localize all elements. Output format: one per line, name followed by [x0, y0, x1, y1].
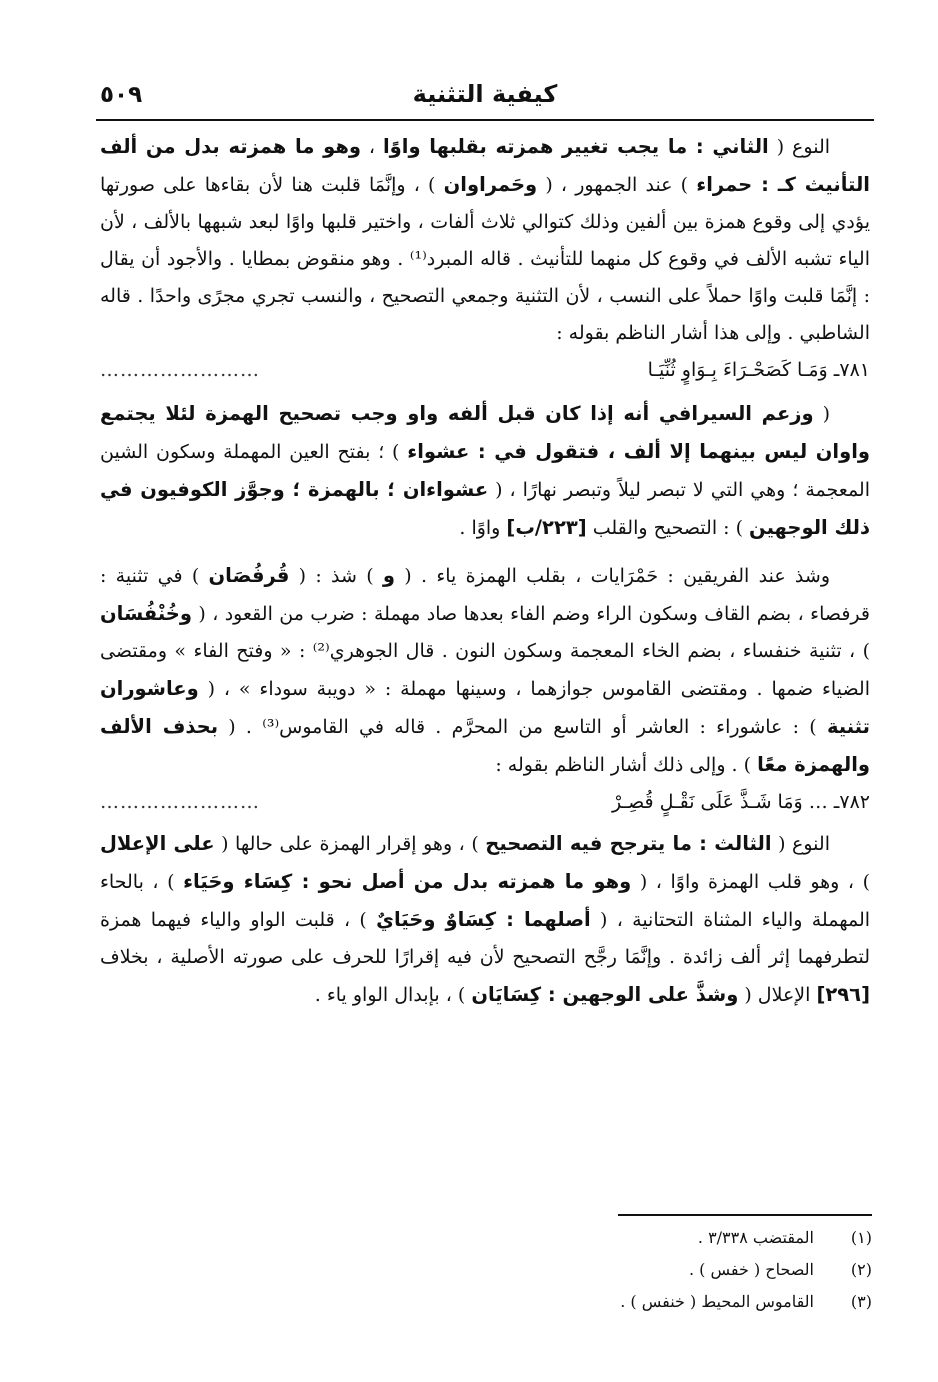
- verse-781-content: [648, 352, 870, 389]
- commentary-text: ) : التصحيح والقلب: [586, 517, 750, 539]
- paragraph-1: [100, 128, 870, 352]
- bold-matn-text: [٢٢٣/ب]: [506, 516, 587, 539]
- commentary-text: ) ؛ بفتح العين المهملة وسكون الشين المعجمة ؛ وهي التي لا تبصر ليلاً وتبصر نهارًا ، (: [100, 441, 870, 501]
- footnote-number: (١): [850, 1228, 872, 1247]
- bold-matn-text: وشذَّ على الوجهين : كِسَايَان: [471, 983, 739, 1006]
- bold-matn-text: وهو ما همزته بدل من ألف التأنيث كـ : حمراء: [100, 135, 870, 196]
- commentary-text: ) ، بالحاء المهملة والياء المثناة التحتانية ، (: [100, 871, 871, 931]
- verse-number: ٧٨٢ـ: [833, 791, 870, 813]
- commentary-text: ) عند الجمهور ، (: [537, 174, 697, 196]
- bold-matn-text: وهو ما همزته بدل من أصل نحو : كِسَاء وحَيَاء: [183, 870, 632, 893]
- running-title: كيفية التثنية: [412, 80, 558, 108]
- footnote-text: الصحاح ( خفس ) .: [688, 1260, 814, 1279]
- commentary-text: الإعلال (: [738, 984, 817, 1006]
- bold-matn-text: وعاشوران تثنية: [100, 677, 870, 738]
- paragraph-4: [100, 825, 870, 1014]
- commentary-text: ) ، تثنية خنفساء ، بضم الخاء المعجمة وسكون النون . قال الجوهري⁽²⁾ : « وفتح الفاء » ومقتضى الضياء ضمها . ومقتضى القاموس جوازهما ، وسينها مهملة : « دويبة سوداء » ، (: [100, 640, 870, 700]
- bold-matn-text: على الإعلال: [100, 832, 215, 855]
- bold-matn-text: أصلهما : كِسَاوٌ وحَيَايٌ: [376, 908, 591, 931]
- footnotes: [312, 1222, 872, 1318]
- verse-text: … وَمَا شَـذَّ عَلَى نَقْـلٍ قُصِـرْ: [612, 791, 828, 813]
- bold-matn-text: الثاني : ما يجب تغيير همزته بقلبها واوًا: [383, 135, 769, 158]
- footnote-3: [312, 1286, 872, 1318]
- footnote-1: [312, 1222, 872, 1254]
- commentary-text: النوع (: [771, 833, 830, 855]
- commentary-text: النوع (: [768, 136, 831, 158]
- verse-782: [100, 784, 870, 821]
- verse-782-content: [612, 784, 870, 821]
- verse-text: وَمَـا كَصَحْـرَاءَ بِـوَاوٍ ثُنِّيَـا: [647, 359, 828, 381]
- footnote-text: المقتضب ٣/٣٣٨ .: [697, 1228, 814, 1247]
- commentary-text: ،: [360, 136, 383, 158]
- commentary-text: ) : عاشوراء : العاشر أو التاسع من المحرَّم . قاله في القاموس⁽³⁾ . (: [218, 716, 827, 738]
- bold-matn-text: وحَمراوان: [443, 173, 538, 196]
- paragraph-2: [100, 395, 870, 547]
- footnote-number: (٢): [850, 1260, 872, 1279]
- footnote-rule: [618, 1214, 872, 1216]
- main-text: [100, 128, 870, 1014]
- footnote-text: القاموس المحيط ( خنفس ) .: [620, 1292, 814, 1311]
- bold-matn-text: [٢٩٦]: [816, 983, 870, 1006]
- bold-matn-text: الثالث : ما يترجح فيه التصحيح: [485, 832, 772, 855]
- footnote-number: (٣): [850, 1292, 872, 1311]
- commentary-text: ) . وإلى ذلك أشار الناظم بقوله :: [495, 754, 758, 776]
- bold-matn-text: عشواءان ؛ بالهمزة ؛ وجوَّز الكوفيون في ذلك الوجهين: [100, 478, 870, 539]
- paragraph-3: [100, 557, 870, 784]
- commentary-text: ) ، بإبدال الواو ياء .: [314, 984, 472, 1006]
- commentary-text: ) في تثنية : قرفصاء ، بضم القاف وسكون الراء وضم الفاء بعدها صاد مهملة : ضرب من القعود ، (: [100, 565, 870, 625]
- verse-ellipsis: ……………………: [100, 791, 260, 813]
- commentary-text: ) ، وهو قلب الهمزة واوًا ، (: [631, 871, 870, 893]
- header-rule: [96, 119, 874, 121]
- page-header: [96, 80, 874, 116]
- verse-number: ٧٨١ـ: [833, 359, 870, 381]
- commentary-text: ) ، وهو إقرار الهمزة على حالها (: [214, 833, 486, 855]
- commentary-text: وشذ عند الفريقين : حَمْرَايات ، بقلب الهمزة ياء . (: [395, 565, 830, 587]
- page-number: ٥٠٩: [100, 82, 143, 108]
- commentary-text: ) ، وإنَّمَا قلبت هنا لأن بقاءها على صورتها يؤدي إلى وقوع همزة بين ألفين وذلك كتوالي ثلاث ألفات ، واختير قلبها واوًا لبعد شبهها بالألف ، لأن الياء تشبه الألف في وقوع كل منهما للتأنيث . قاله المبرد⁽¹⁾ . وهو منقوض بمطايا . والأجود أن يقال : إنَّمَا قلبت واوًا حملاً على النسب ، لأن التثنية وجمعي التصحيح ، والنسب تجري مجرًى واحدًا . قاله الشاطبي . وإلى هذا أشار الناظم بقوله :: [100, 174, 870, 344]
- bold-matn-text: بحذف الألف والهمزة معًا: [100, 715, 870, 776]
- verse-ellipsis: ……………………: [100, 359, 260, 381]
- verse-781: [100, 352, 870, 389]
- footnote-2: [312, 1254, 872, 1286]
- commentary-text: (: [813, 403, 830, 425]
- bold-matn-text: و: [382, 564, 396, 587]
- bold-matn-text: وخُنْفُسَان: [100, 602, 192, 625]
- commentary-text: واوًا .: [459, 517, 507, 539]
- bold-matn-text: وزعم السيرافي أنه إذا كان قبل ألفه واو وجب تصحيح الهمزة لئلا يجتمع واوان ليس بينهما إلا ألف ، فتقول في : عشواء: [100, 402, 870, 463]
- commentary-text: ) ، قلبت الواو والياء فيهما همزة لتطرفهما إثر ألف زائدة . وإنَّمَا رجَّح التصحيح لأن فيه إقرارًا للحرف على صورته الأصلية ، بخلاف: [100, 909, 870, 968]
- commentary-text: ) شذ : (: [289, 565, 383, 587]
- bold-matn-text: قُرفُصَان: [208, 564, 290, 587]
